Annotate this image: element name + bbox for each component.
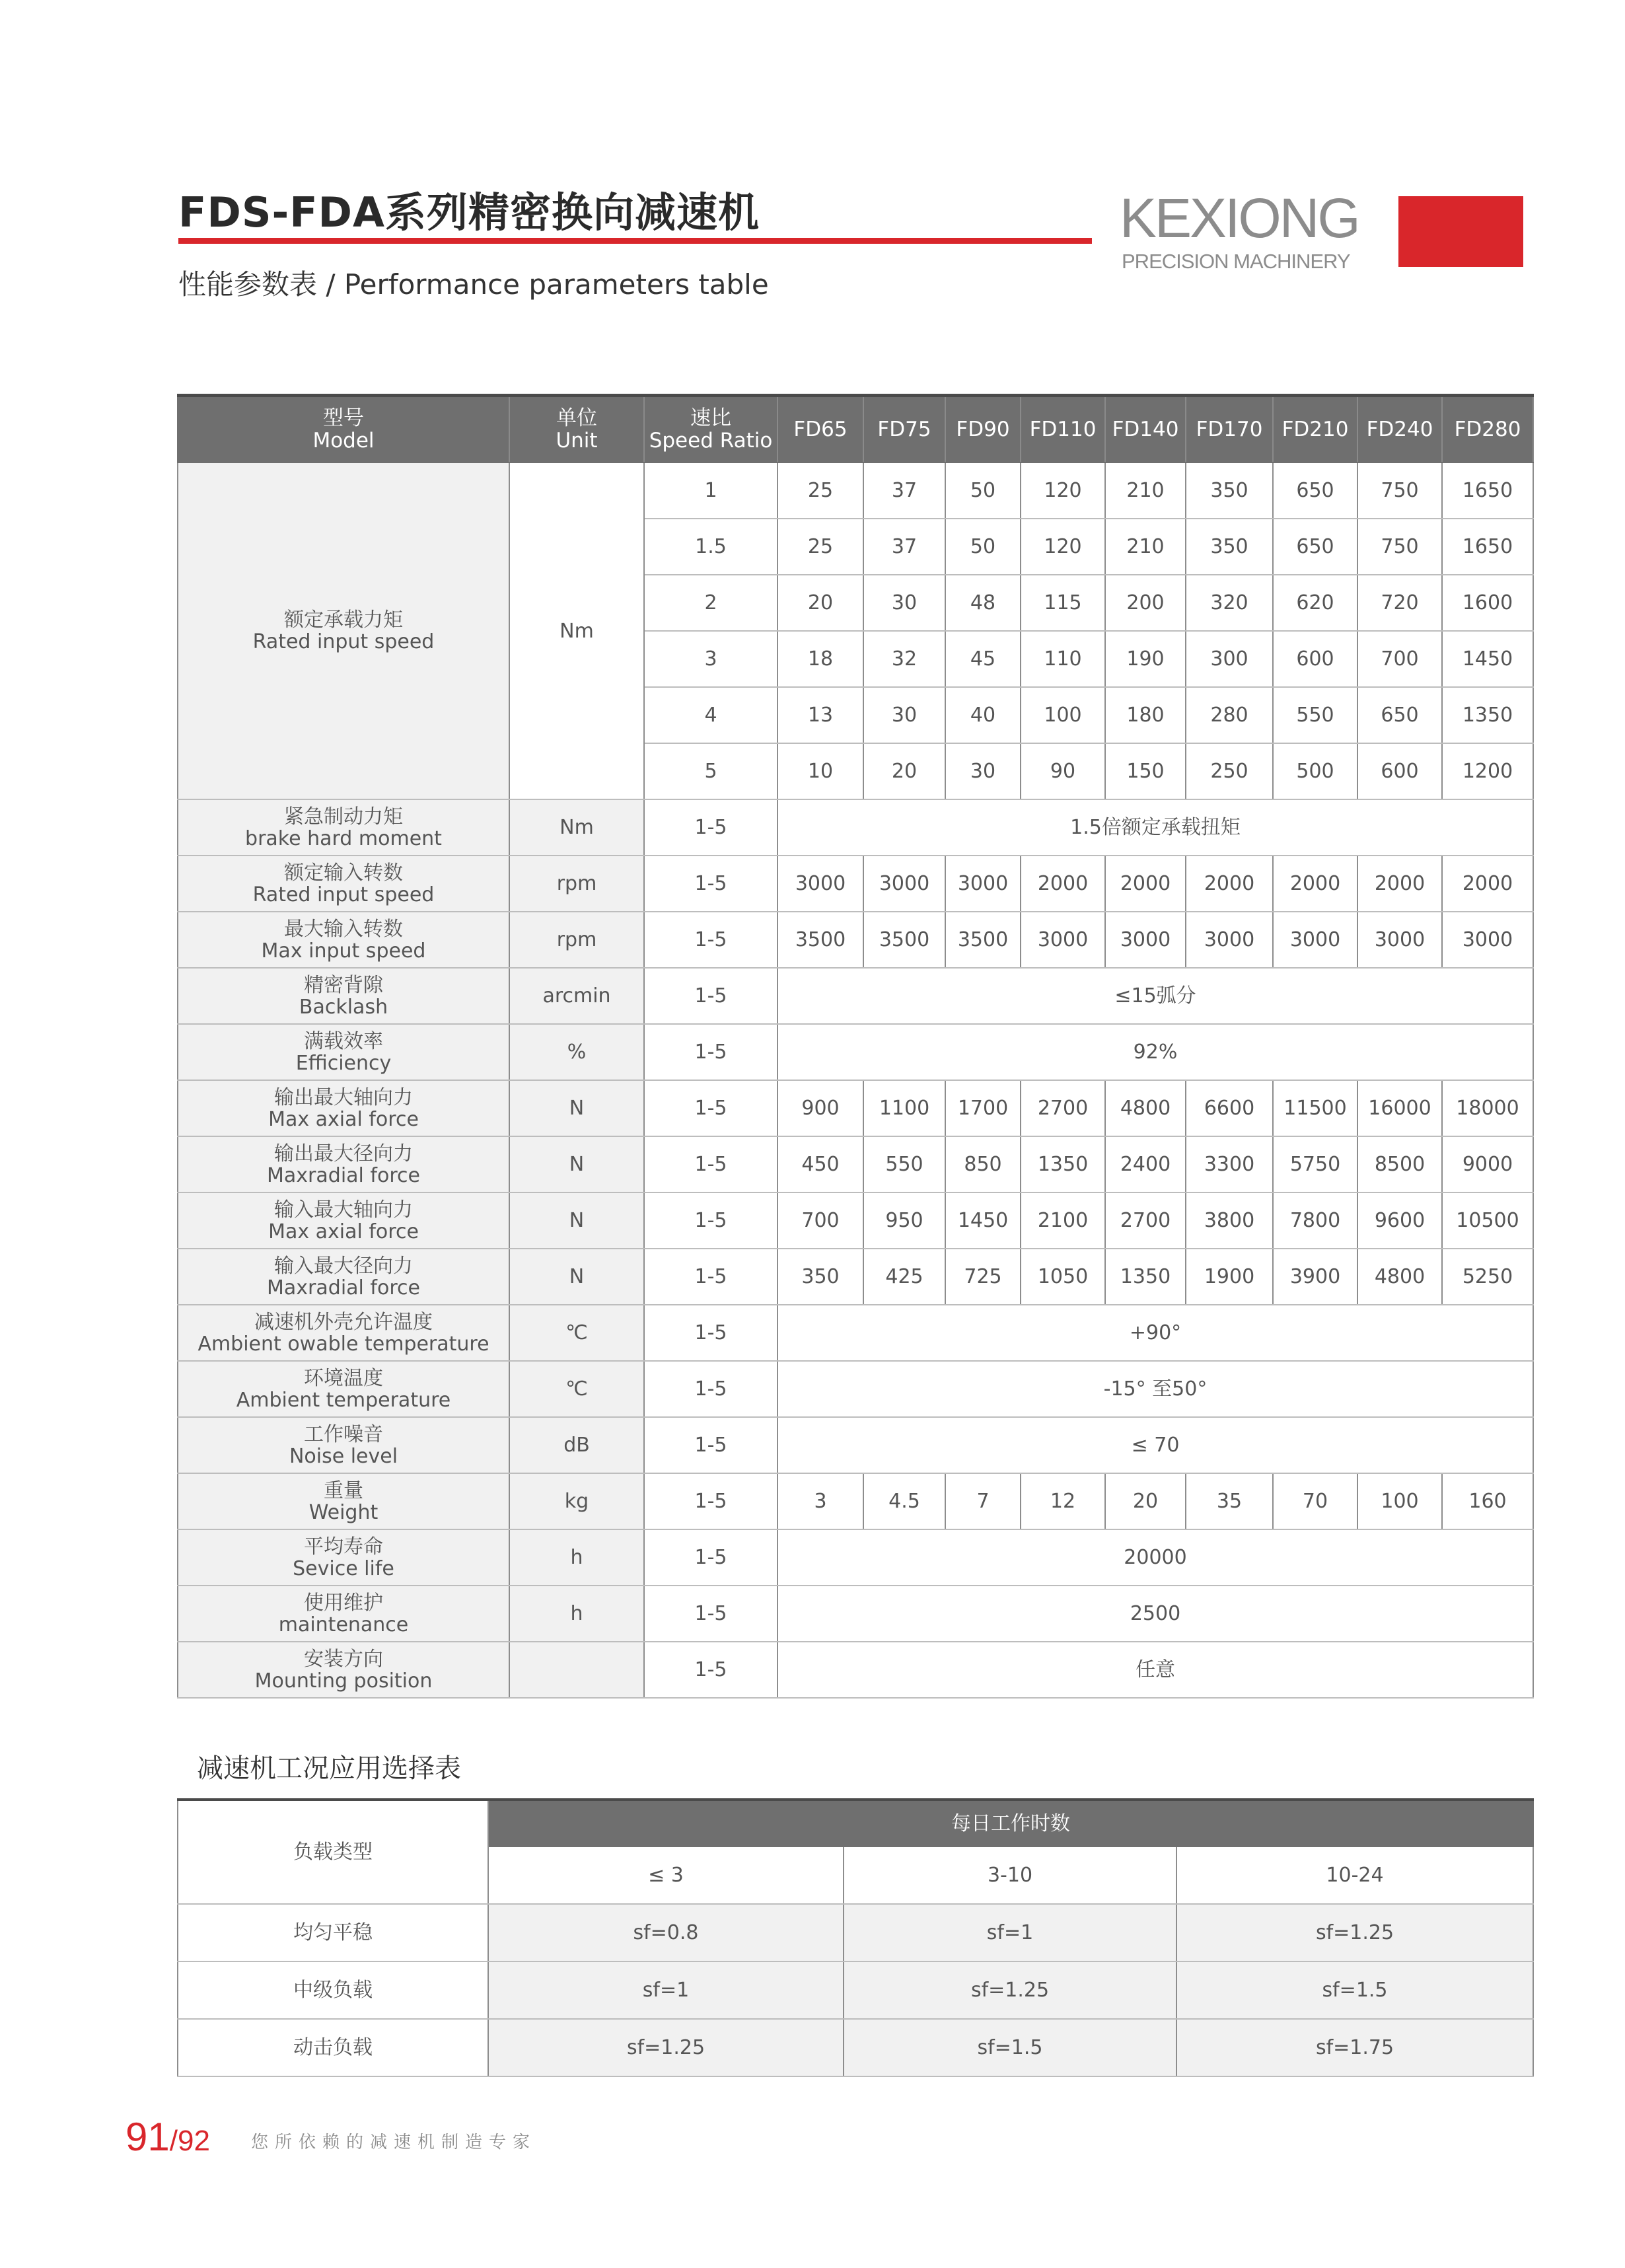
value-cell: 50: [945, 519, 1021, 575]
value-cell: 5750: [1273, 1136, 1357, 1192]
speed-ratio-cell: 1-5: [644, 1305, 777, 1361]
value-cell: 90: [1021, 743, 1105, 799]
value-cell: 4800: [1105, 1080, 1186, 1136]
hours-col: 10-24: [1176, 1847, 1533, 1904]
value-cell: 620: [1273, 575, 1357, 631]
value-cell: 7: [945, 1473, 1021, 1529]
sf-cell: sf=1.25: [1176, 1904, 1533, 1961]
param-unit: kg: [509, 1473, 644, 1529]
param-unit: Nm: [509, 799, 644, 856]
speed-ratio-cell: 1-5: [644, 799, 777, 856]
speed-ratio-cell: 1-5: [644, 1080, 777, 1136]
param-label: 使用维护 maintenance: [178, 1586, 509, 1642]
param-unit: arcmin: [509, 968, 644, 1024]
brand-red-block: [1398, 196, 1523, 267]
table-row: [178, 1642, 1533, 1698]
param-label: 满载效率 Efficiency: [178, 1024, 509, 1080]
value-cell: 40: [945, 687, 1021, 743]
value-cell: 10500: [1442, 1192, 1533, 1249]
value-cell: 2000: [1186, 856, 1273, 912]
value-cell: 1700: [945, 1080, 1021, 1136]
header-model-col: FD110: [1021, 396, 1105, 463]
speed-ratio-cell: 3: [644, 631, 777, 687]
speed-ratio-cell: 1-5: [644, 1417, 777, 1473]
speed-ratio-cell: 1-5: [644, 1192, 777, 1249]
value-cell: 180: [1105, 687, 1186, 743]
merged-value-cell: ≤ 70: [777, 1417, 1533, 1473]
param-unit: rpm: [509, 912, 644, 968]
speed-ratio-cell: 1-5: [644, 968, 777, 1024]
value-cell: 3000: [1105, 912, 1186, 968]
header-model-col: FD90: [945, 396, 1021, 463]
selection-table: [177, 1798, 1534, 2077]
value-cell: 550: [863, 1136, 945, 1192]
value-cell: 1450: [1442, 631, 1533, 687]
param-unit: Nm: [509, 462, 644, 799]
value-cell: 650: [1273, 462, 1357, 519]
value-cell: 20: [1105, 1473, 1186, 1529]
header-model: 型号 Model: [178, 396, 509, 463]
sf-cell: sf=1.25: [844, 1961, 1176, 2019]
value-cell: 2000: [1105, 856, 1186, 912]
value-cell: 320: [1186, 575, 1273, 631]
value-cell: 950: [863, 1192, 945, 1249]
merged-value-cell: -15° 至50°: [777, 1361, 1533, 1417]
header-unit: 单位 Unit: [509, 396, 644, 463]
value-cell: 6600: [1186, 1080, 1273, 1136]
value-cell: 18: [777, 631, 863, 687]
value-cell: 350: [1186, 519, 1273, 575]
value-cell: 120: [1021, 462, 1105, 519]
value-cell: 600: [1357, 743, 1442, 799]
speed-ratio-cell: 1-5: [644, 1529, 777, 1586]
param-unit: ℃: [509, 1361, 644, 1417]
value-cell: 350: [1186, 462, 1273, 519]
speed-ratio-cell: 1-5: [644, 1473, 777, 1529]
selection-header-row: [178, 1800, 1533, 1847]
value-cell: 3000: [1273, 912, 1357, 968]
value-cell: 1650: [1442, 519, 1533, 575]
title-rule: [178, 238, 1092, 244]
value-cell: 1350: [1442, 687, 1533, 743]
value-cell: 1350: [1021, 1136, 1105, 1192]
value-cell: 2000: [1442, 856, 1533, 912]
value-cell: 37: [863, 519, 945, 575]
load-type-header: 负载类型: [178, 1800, 488, 1904]
merged-value-cell: +90°: [777, 1305, 1533, 1361]
selection-title: 减速机工况应用选择表: [197, 1753, 461, 1784]
table-header-row: [178, 396, 1533, 463]
table-row: [178, 912, 1533, 968]
load-type-label: 均匀平稳: [178, 1904, 488, 1961]
header-model-col: FD75: [863, 396, 945, 463]
value-cell: 4.5: [863, 1473, 945, 1529]
merged-value-cell: 1.5倍额定承载扭矩: [777, 799, 1533, 856]
table-row: [178, 462, 1533, 519]
value-cell: 250: [1186, 743, 1273, 799]
value-cell: 300: [1186, 631, 1273, 687]
value-cell: 700: [777, 1192, 863, 1249]
value-cell: 25: [777, 462, 863, 519]
value-cell: 16000: [1357, 1080, 1442, 1136]
value-cell: 720: [1357, 575, 1442, 631]
param-label: 额定承载力矩 Rated input speed: [178, 462, 509, 799]
param-unit: [509, 1642, 644, 1698]
value-cell: 70: [1273, 1473, 1357, 1529]
value-cell: 12: [1021, 1473, 1105, 1529]
value-cell: 750: [1357, 462, 1442, 519]
value-cell: 2700: [1021, 1080, 1105, 1136]
speed-ratio-cell: 1-5: [644, 1642, 777, 1698]
brand-tagline: PRECISION MACHINERY: [1122, 250, 1350, 273]
sf-cell: sf=1.25: [488, 2019, 844, 2076]
value-cell: 3300: [1186, 1136, 1273, 1192]
value-cell: 2000: [1357, 856, 1442, 912]
selection-row: [178, 1904, 1533, 1961]
value-cell: 3500: [945, 912, 1021, 968]
value-cell: 210: [1105, 462, 1186, 519]
speed-ratio-cell: 1-5: [644, 1136, 777, 1192]
value-cell: 650: [1273, 519, 1357, 575]
value-cell: 3: [777, 1473, 863, 1529]
value-cell: 190: [1105, 631, 1186, 687]
speed-ratio-cell: 1-5: [644, 856, 777, 912]
table-row: [178, 1136, 1533, 1192]
value-cell: 50: [945, 462, 1021, 519]
value-cell: 45: [945, 631, 1021, 687]
speed-ratio-cell: 1-5: [644, 912, 777, 968]
value-cell: 210: [1105, 519, 1186, 575]
value-cell: 100: [1357, 1473, 1442, 1529]
value-cell: 3000: [863, 856, 945, 912]
sf-cell: sf=1.5: [844, 2019, 1176, 2076]
value-cell: 3000: [1186, 912, 1273, 968]
sf-cell: sf=1.75: [1176, 2019, 1533, 2076]
value-cell: 1900: [1186, 1249, 1273, 1305]
value-cell: 425: [863, 1249, 945, 1305]
table-row: [178, 1529, 1533, 1586]
sf-cell: sf=1.5: [1176, 1961, 1533, 2019]
speed-ratio-cell: 2: [644, 575, 777, 631]
value-cell: 9000: [1442, 1136, 1533, 1192]
value-cell: 600: [1273, 631, 1357, 687]
param-unit: h: [509, 1529, 644, 1586]
value-cell: 30: [863, 687, 945, 743]
value-cell: 100: [1021, 687, 1105, 743]
value-cell: 900: [777, 1080, 863, 1136]
page-subtitle: 性能参数表 / Performance parameters table: [178, 268, 769, 301]
table-row: [178, 1473, 1533, 1529]
merged-value-cell: 20000: [777, 1529, 1533, 1586]
param-unit: dB: [509, 1417, 644, 1473]
load-type-label: 动击负载: [178, 2019, 488, 2076]
value-cell: 1200: [1442, 743, 1533, 799]
value-cell: 3800: [1186, 1192, 1273, 1249]
param-label: 输出最大轴向力 Max axial force: [178, 1080, 509, 1136]
table-row: [178, 1305, 1533, 1361]
param-unit: ℃: [509, 1305, 644, 1361]
value-cell: 10: [777, 743, 863, 799]
merged-value-cell: 2500: [777, 1586, 1533, 1642]
param-label: 输入最大径向力 Maxradial force: [178, 1249, 509, 1305]
speed-ratio-cell: 4: [644, 687, 777, 743]
param-label: 精密背隙 Backlash: [178, 968, 509, 1024]
param-label: 安装方向 Mounting position: [178, 1642, 509, 1698]
value-cell: 1450: [945, 1192, 1021, 1249]
speed-ratio-cell: 1.5: [644, 519, 777, 575]
value-cell: 30: [863, 575, 945, 631]
param-label: 最大输入转数 Max input speed: [178, 912, 509, 968]
value-cell: 2000: [1273, 856, 1357, 912]
param-label: 输出最大径向力 Maxradial force: [178, 1136, 509, 1192]
hours-header: 每日工作时数: [488, 1800, 1533, 1847]
header-model-col: FD140: [1105, 396, 1186, 463]
value-cell: 700: [1357, 631, 1442, 687]
value-cell: 115: [1021, 575, 1105, 631]
param-label: 工作噪音 Noise level: [178, 1417, 509, 1473]
value-cell: 3900: [1273, 1249, 1357, 1305]
value-cell: 280: [1186, 687, 1273, 743]
value-cell: 110: [1021, 631, 1105, 687]
value-cell: 450: [777, 1136, 863, 1192]
value-cell: 1600: [1442, 575, 1533, 631]
table-row: [178, 1586, 1533, 1642]
page-number: 91/92: [126, 2115, 210, 2159]
load-type-label: 中级负载: [178, 1961, 488, 2019]
value-cell: 3500: [863, 912, 945, 968]
param-label: 环境温度 Ambient temperature: [178, 1361, 509, 1417]
value-cell: 500: [1273, 743, 1357, 799]
value-cell: 4800: [1357, 1249, 1442, 1305]
value-cell: 2000: [1021, 856, 1105, 912]
sf-cell: sf=1: [488, 1961, 844, 2019]
selection-row: [178, 2019, 1533, 2076]
value-cell: 9600: [1357, 1192, 1442, 1249]
header-model-col: FD210: [1273, 396, 1357, 463]
value-cell: 37: [863, 462, 945, 519]
sf-cell: sf=1: [844, 1904, 1176, 1961]
header-model-col: FD280: [1442, 396, 1533, 463]
param-unit: rpm: [509, 856, 644, 912]
value-cell: 850: [945, 1136, 1021, 1192]
value-cell: 350: [777, 1249, 863, 1305]
value-cell: 25: [777, 519, 863, 575]
value-cell: 200: [1105, 575, 1186, 631]
value-cell: 30: [945, 743, 1021, 799]
merged-value-cell: 92%: [777, 1024, 1533, 1080]
value-cell: 1650: [1442, 462, 1533, 519]
merged-value-cell: 任意: [777, 1642, 1533, 1698]
value-cell: 1350: [1105, 1249, 1186, 1305]
value-cell: 725: [945, 1249, 1021, 1305]
speed-ratio-cell: 1-5: [644, 1249, 777, 1305]
value-cell: 8500: [1357, 1136, 1442, 1192]
value-cell: 13: [777, 687, 863, 743]
param-unit: h: [509, 1586, 644, 1642]
brand-logo-text: KEXIONG: [1120, 187, 1359, 249]
param-label: 减速机外壳允许温度 Ambient owable temperature: [178, 1305, 509, 1361]
table-row: [178, 799, 1533, 856]
table-row: [178, 1249, 1533, 1305]
speed-ratio-cell: 1-5: [644, 1586, 777, 1642]
value-cell: 120: [1021, 519, 1105, 575]
performance-table: [177, 394, 1534, 1699]
value-cell: 3000: [945, 856, 1021, 912]
table-row: [178, 1024, 1533, 1080]
param-unit: N: [509, 1249, 644, 1305]
speed-ratio-cell: 5: [644, 743, 777, 799]
header-model-col: FD240: [1357, 396, 1442, 463]
footer-slogan: 您所依赖的减速机制造专家: [251, 2133, 537, 2152]
hours-col: 3-10: [844, 1847, 1176, 1904]
header-model-col: FD65: [777, 396, 863, 463]
param-label: 平均寿命 Sevice life: [178, 1529, 509, 1586]
value-cell: 7800: [1273, 1192, 1357, 1249]
selection-row: [178, 1961, 1533, 2019]
param-unit: %: [509, 1024, 644, 1080]
param-label: 输入最大轴向力 Max axial force: [178, 1192, 509, 1249]
value-cell: 150: [1105, 743, 1186, 799]
value-cell: 550: [1273, 687, 1357, 743]
table-row: [178, 1417, 1533, 1473]
page-title: FDS-FDA系列精密换向减速机: [178, 188, 760, 237]
value-cell: 2700: [1105, 1192, 1186, 1249]
value-cell: 2100: [1021, 1192, 1105, 1249]
value-cell: 48: [945, 575, 1021, 631]
value-cell: 5250: [1442, 1249, 1533, 1305]
value-cell: 32: [863, 631, 945, 687]
value-cell: 750: [1357, 519, 1442, 575]
header-ratio: 速比 Speed Ratio: [644, 396, 777, 463]
header-model-col: FD170: [1186, 396, 1273, 463]
param-unit: N: [509, 1136, 644, 1192]
sf-cell: sf=0.8: [488, 1904, 844, 1961]
param-unit: N: [509, 1192, 644, 1249]
table-row: [178, 1080, 1533, 1136]
param-label: 重量 Weight: [178, 1473, 509, 1529]
value-cell: 20: [863, 743, 945, 799]
value-cell: 18000: [1442, 1080, 1533, 1136]
param-label: 额定输入转数 Rated input speed: [178, 856, 509, 912]
param-unit: N: [509, 1080, 644, 1136]
value-cell: 650: [1357, 687, 1442, 743]
table-row: [178, 1361, 1533, 1417]
table-row: [178, 856, 1533, 912]
value-cell: 3500: [777, 912, 863, 968]
hours-col: ≤ 3: [488, 1847, 844, 1904]
value-cell: 3000: [777, 856, 863, 912]
value-cell: 35: [1186, 1473, 1273, 1529]
speed-ratio-cell: 1-5: [644, 1024, 777, 1080]
value-cell: 3000: [1442, 912, 1533, 968]
value-cell: 1100: [863, 1080, 945, 1136]
value-cell: 3000: [1021, 912, 1105, 968]
merged-value-cell: ≤15弧分: [777, 968, 1533, 1024]
value-cell: 11500: [1273, 1080, 1357, 1136]
value-cell: 1050: [1021, 1249, 1105, 1305]
param-label: 紧急制动力矩 brake hard moment: [178, 799, 509, 856]
speed-ratio-cell: 1: [644, 462, 777, 519]
speed-ratio-cell: 1-5: [644, 1361, 777, 1417]
value-cell: 160: [1442, 1473, 1533, 1529]
value-cell: 2400: [1105, 1136, 1186, 1192]
table-row: [178, 1192, 1533, 1249]
table-row: [178, 968, 1533, 1024]
value-cell: 20: [777, 575, 863, 631]
value-cell: 3000: [1357, 912, 1442, 968]
